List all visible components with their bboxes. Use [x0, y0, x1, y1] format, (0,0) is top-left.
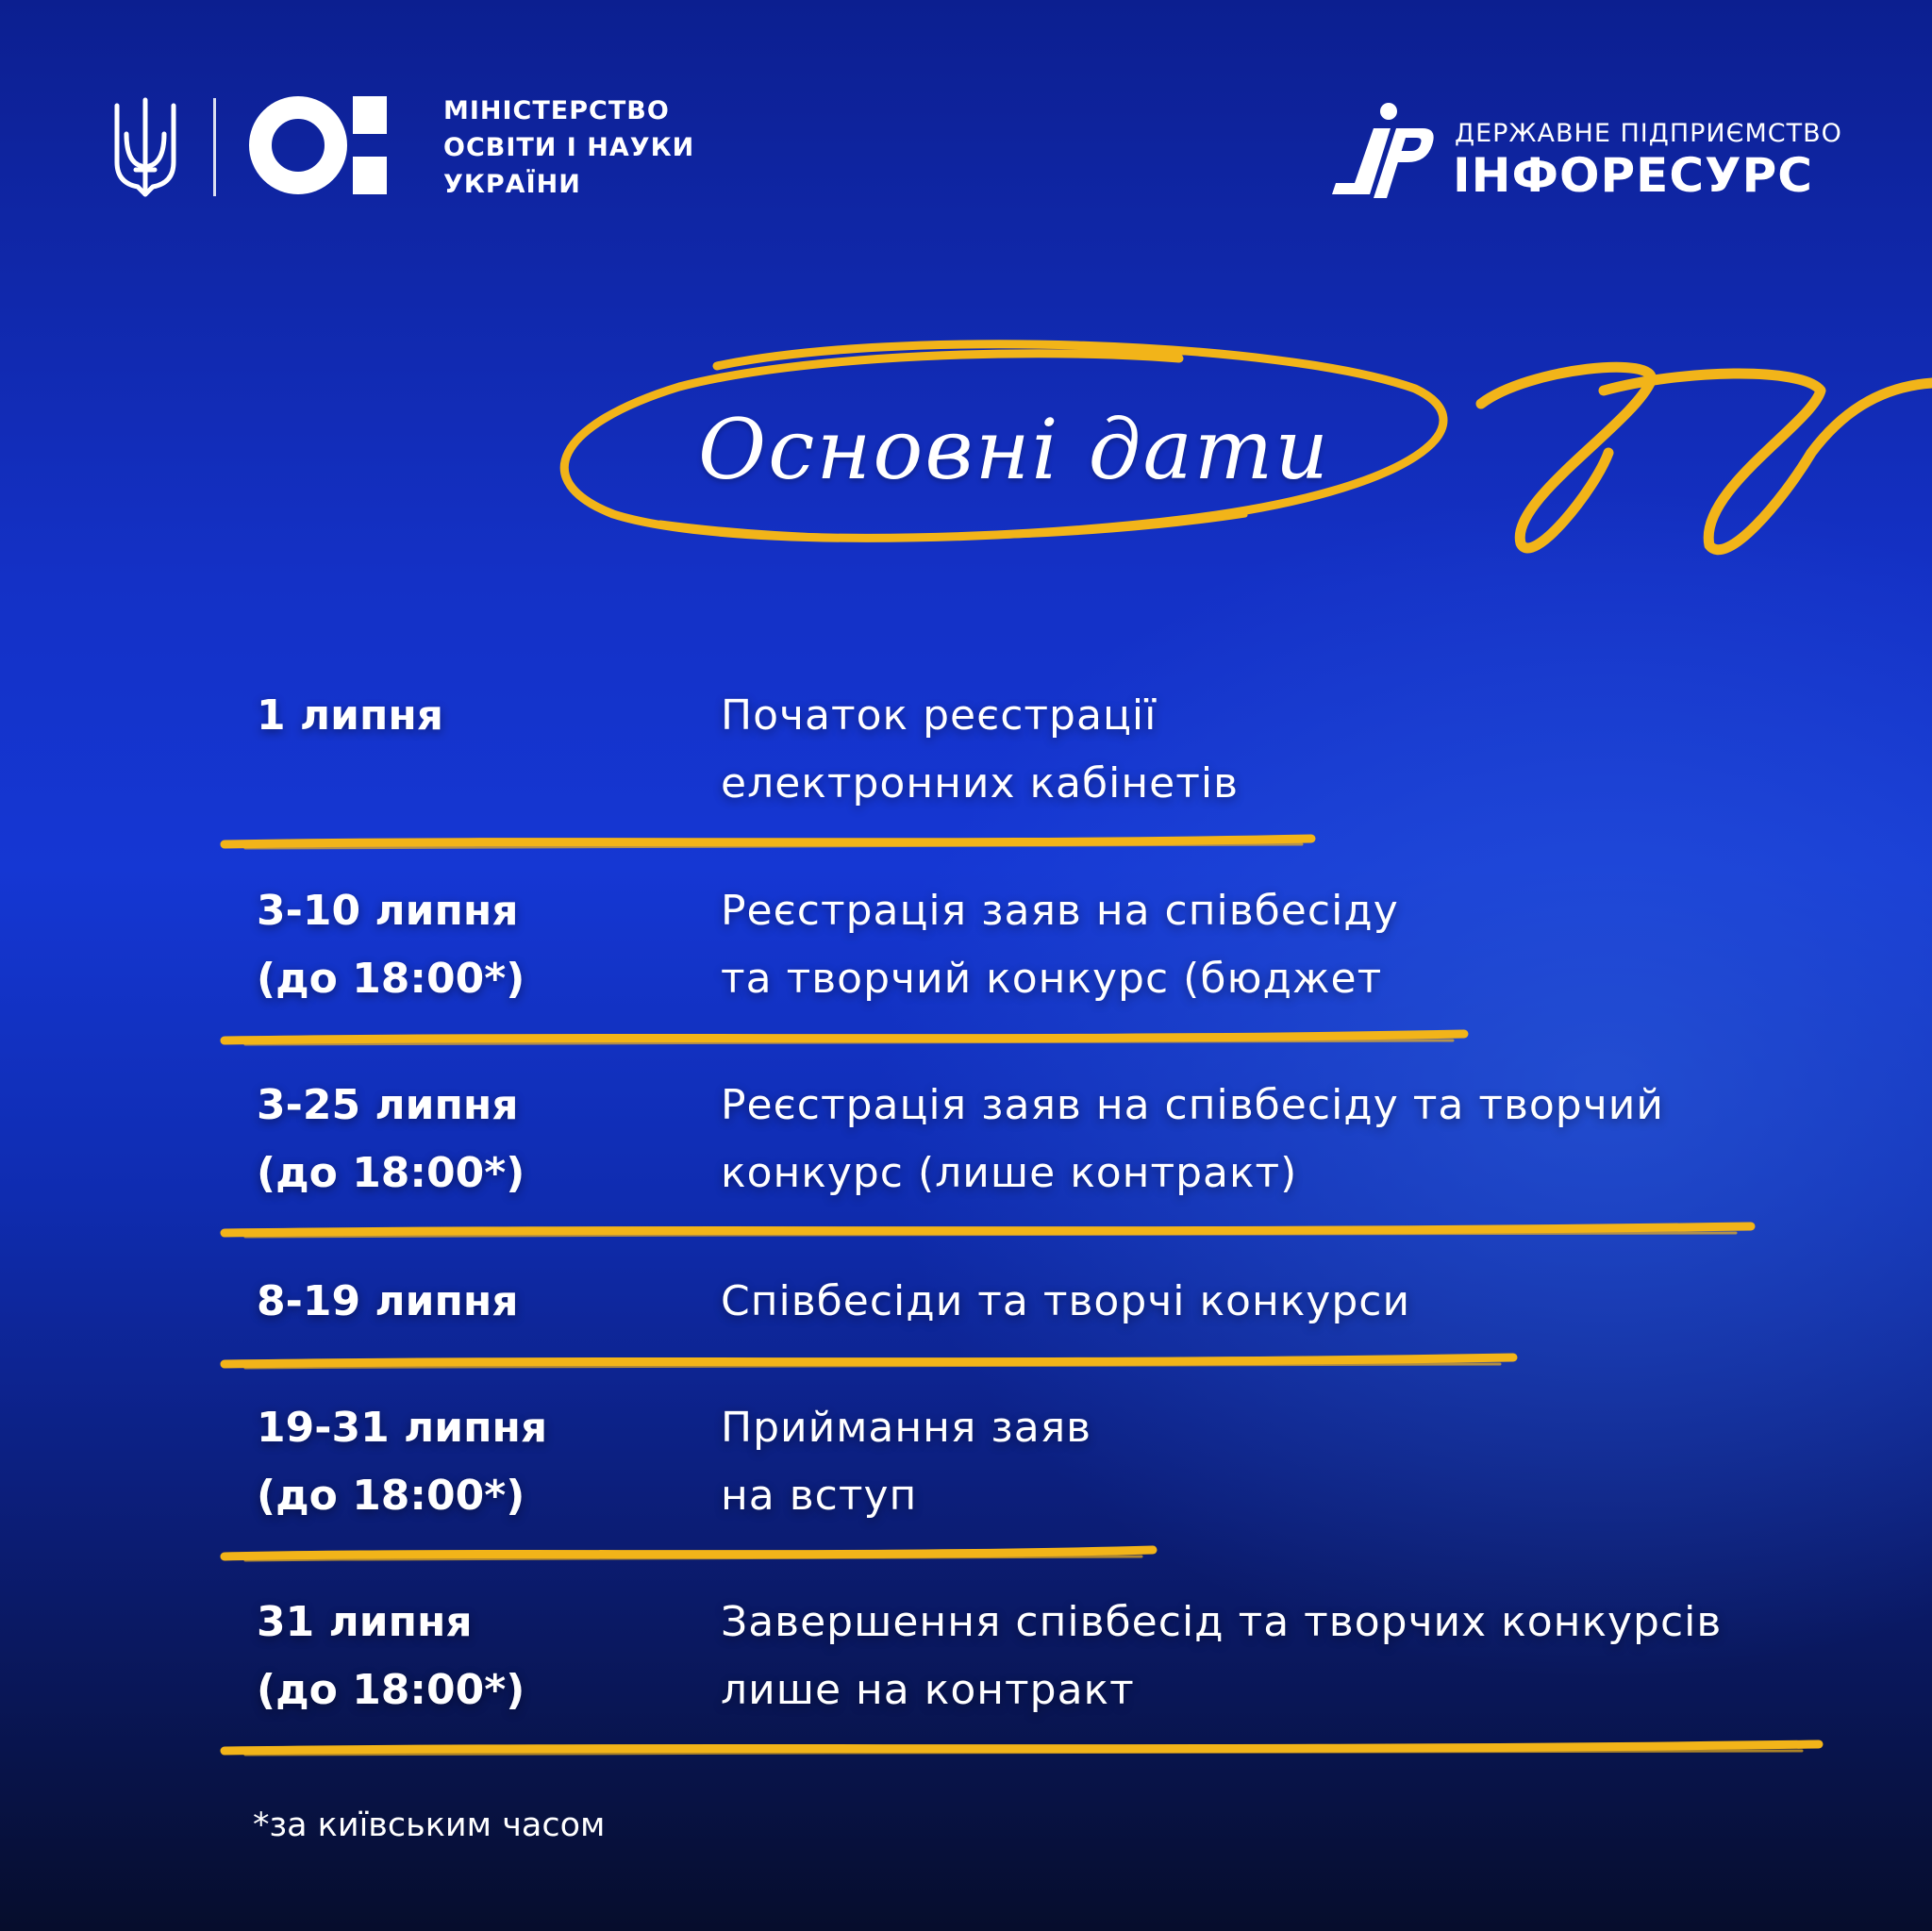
schedule-description: Реєстрація заяв на співбесіду — [721, 887, 1399, 935]
header — [0, 0, 1932, 245]
row-underline — [0, 1545, 1932, 1566]
schedule-description: Початок реєстрації — [721, 691, 1158, 740]
row-underline — [0, 1740, 1932, 1760]
schedule-description-cont: електронних кабінетів — [721, 759, 1239, 807]
schedule-date-note: (до 18:00*) — [257, 1149, 525, 1197]
ministry-name-line3: УКРАЇНИ — [443, 170, 581, 199]
schedule-description: Реєстрація заяв на співбесіду та творчий — [721, 1081, 1664, 1129]
page-title: Основні дати — [698, 401, 1331, 498]
footnote: *за київським часом — [253, 1806, 606, 1844]
schedule-description-cont: конкурс (лише контракт) — [721, 1149, 1298, 1197]
schedule-date: 8-19 липня — [257, 1277, 519, 1325]
enterprise-name: ІНФОРЕСУРС — [1453, 148, 1813, 203]
mon-logo-icon — [247, 92, 389, 198]
schedule-description: Співбесіди та творчі конкурси — [721, 1277, 1411, 1325]
schedule-date: 3-10 липня — [257, 887, 519, 935]
enterprise-subtitle: ДЕРЖАВНЕ ПІДПРИЄМСТВО — [1455, 119, 1842, 148]
schedule-date-note: (до 18:00*) — [257, 955, 525, 1003]
ministry-name-line1: МІНІСТЕРСТВО — [443, 96, 670, 125]
schedule-date: 31 липня — [257, 1598, 473, 1646]
schedule-date: 1 липня — [257, 691, 444, 740]
row-underline — [0, 1029, 1932, 1050]
schedule-description-cont: та творчий конкурс (бюджет — [721, 955, 1383, 1003]
schedule-date-note: (до 18:00*) — [257, 1666, 525, 1714]
schedule-description: Завершення співбесід та творчих конкурсів — [721, 1598, 1723, 1646]
header-divider — [213, 98, 216, 196]
row-underline — [0, 833, 1932, 854]
row-underline — [0, 1222, 1932, 1242]
trident-icon — [113, 96, 177, 202]
ministry-name — [443, 92, 694, 203]
schedule-description: Приймання заяв — [721, 1404, 1092, 1452]
ministry-name-line2: ОСВІТИ І НАУКИ — [443, 133, 695, 162]
row-underline — [0, 1353, 1932, 1373]
schedule-date-note: (до 18:00*) — [257, 1472, 525, 1520]
schedule-description-cont: лише на контракт — [721, 1666, 1135, 1714]
inforesurs-logo-icon — [1332, 100, 1436, 200]
schedule-date: 19-31 липня — [257, 1404, 548, 1452]
schedule-date: 3-25 липня — [257, 1081, 519, 1129]
schedule-description-cont: на вступ — [721, 1472, 918, 1520]
